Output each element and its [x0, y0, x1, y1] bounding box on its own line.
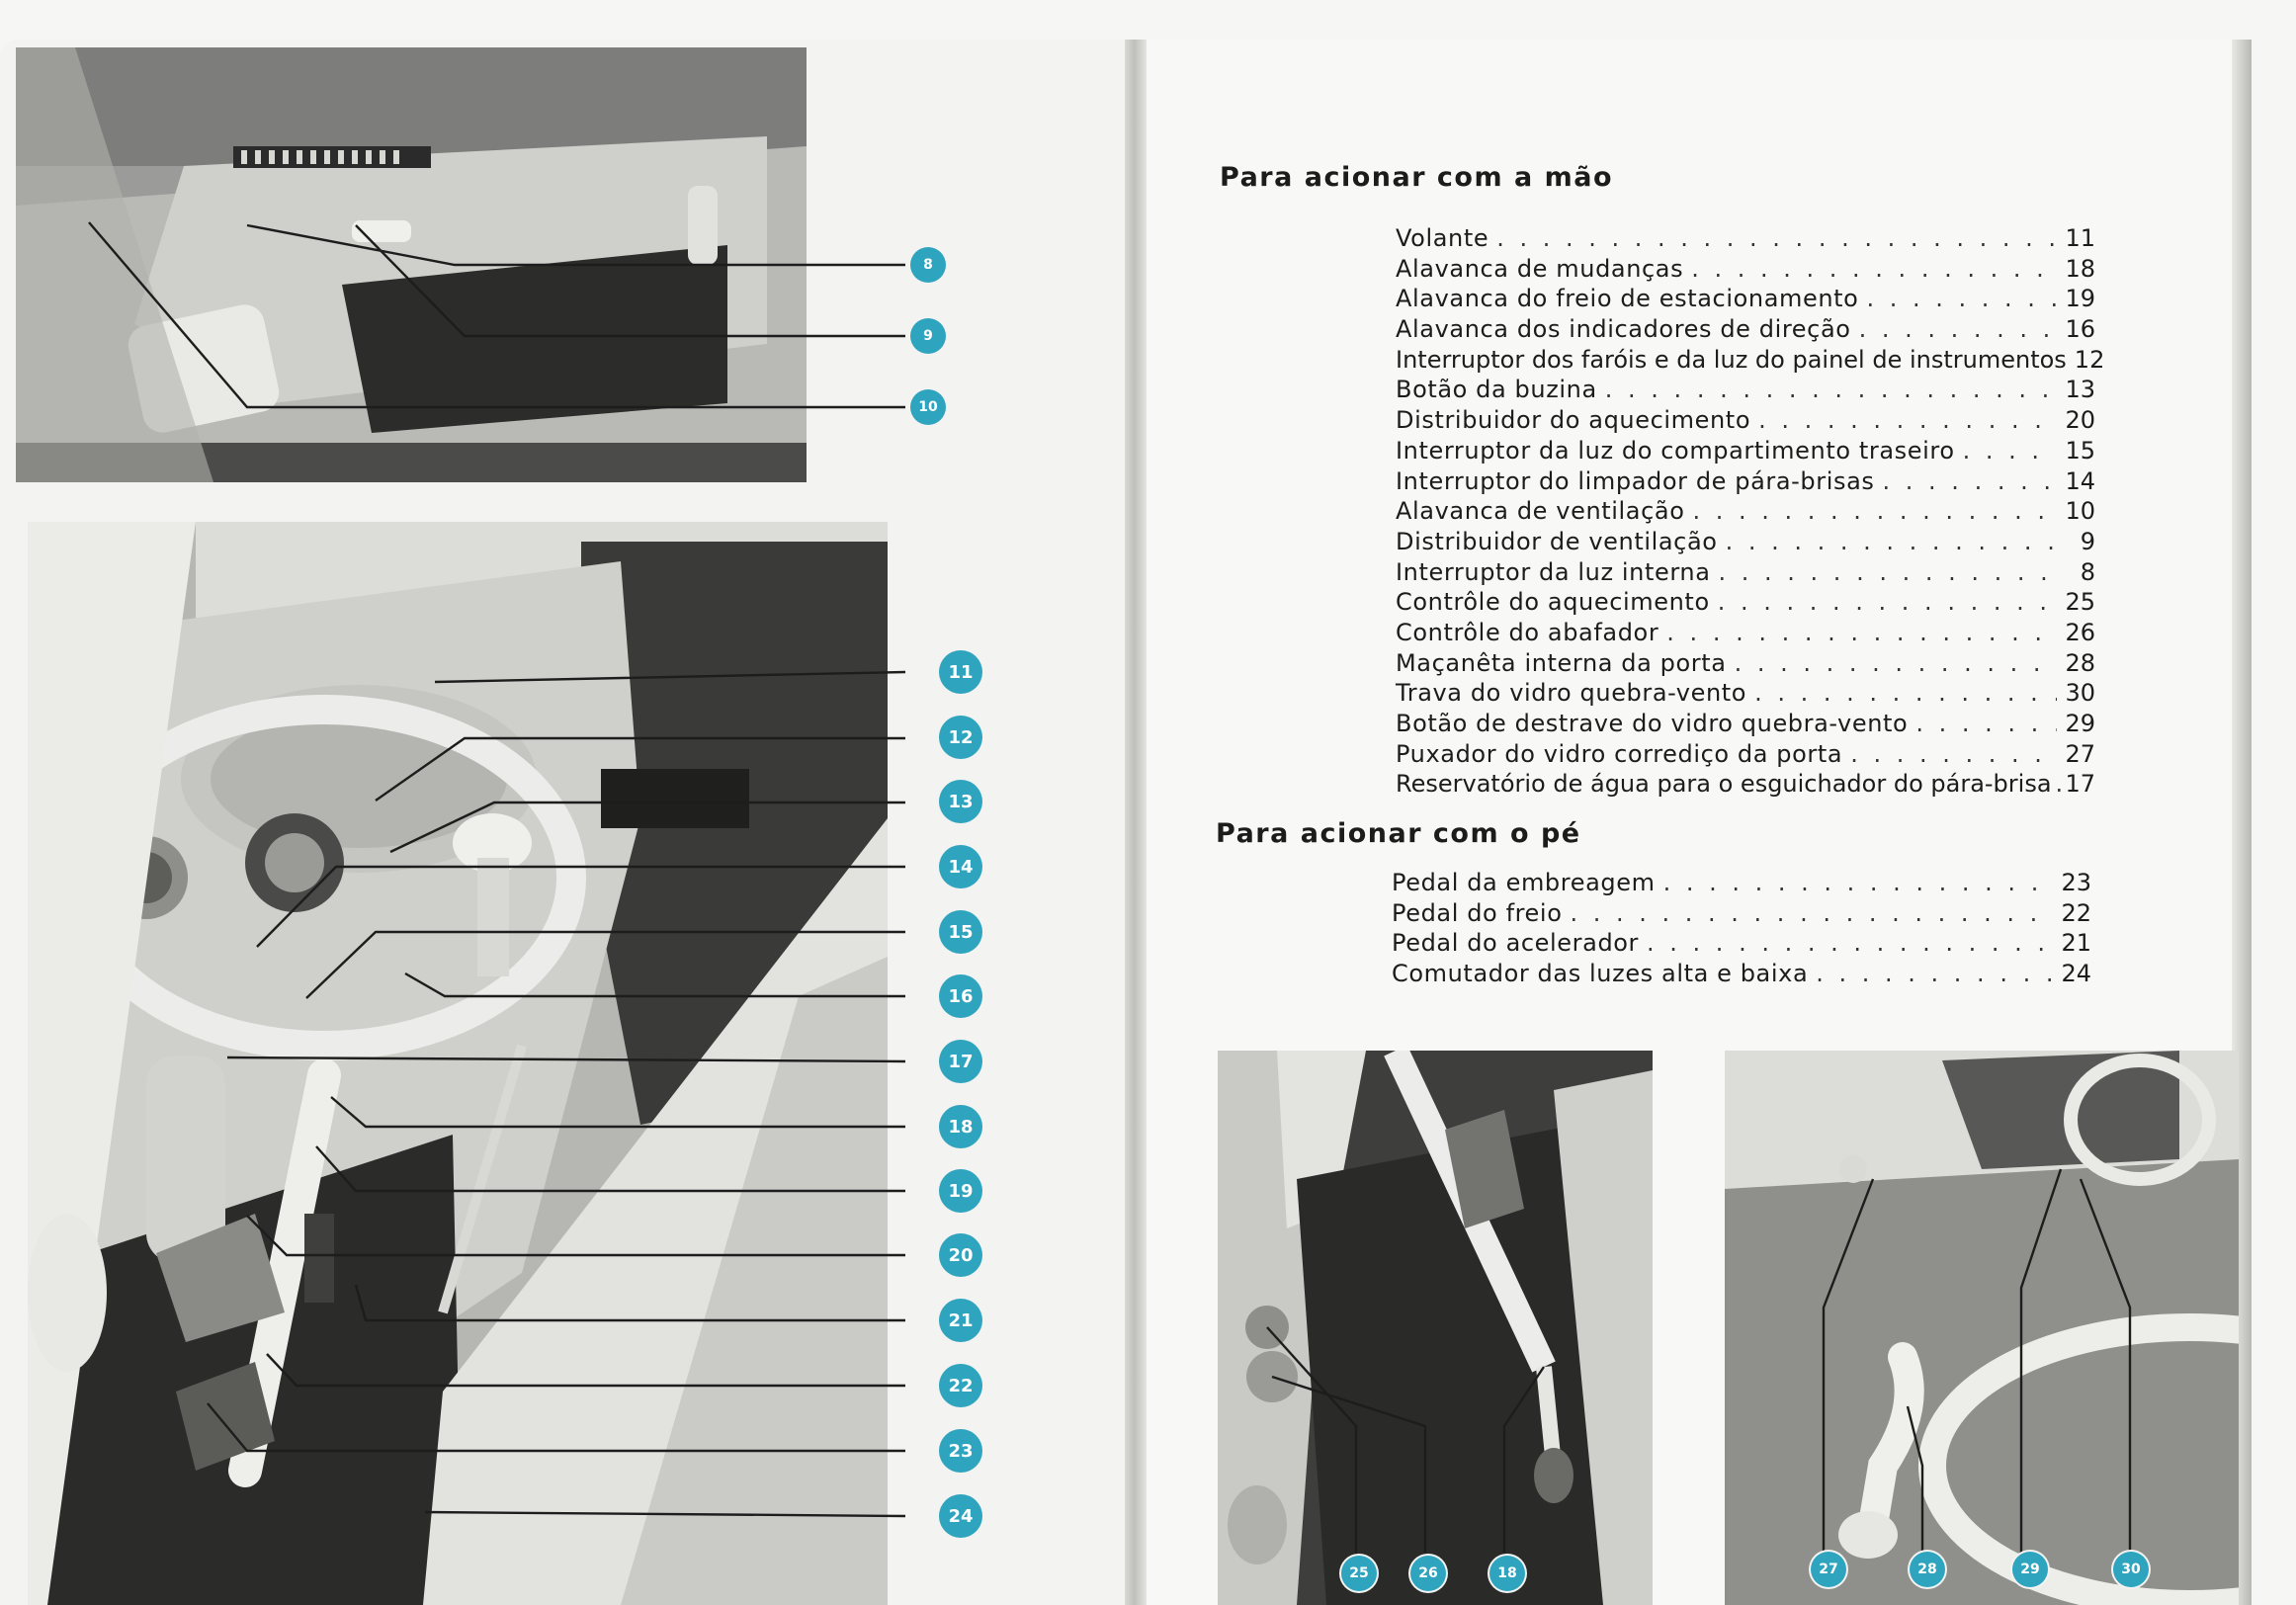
toc-leader — [1726, 528, 2058, 555]
toc-item-label: Alavanca de ventilação — [1396, 497, 1685, 526]
toc-item-page: 28 — [2065, 648, 2095, 677]
toc-item-page: 11 — [2065, 224, 2095, 252]
callout-badge: 17 — [939, 1040, 982, 1083]
callout-badge: 16 — [939, 974, 982, 1018]
toc-item — [1396, 740, 2095, 771]
toc-leader — [1691, 255, 2057, 283]
toc-leader — [1754, 679, 2057, 707]
photo-door-panel — [1725, 1051, 2239, 1605]
toc-item-label: Pedal do acelerador — [1392, 929, 1640, 958]
callout-badge: 10 — [910, 389, 946, 425]
toc-item — [1396, 224, 2095, 255]
toc-item-page: 14 — [2065, 466, 2095, 495]
toc-item-label: Contrôle do abafador — [1396, 618, 1659, 646]
callout-badge: 28 — [1910, 1552, 1945, 1587]
callout-badge: 8 — [910, 247, 946, 283]
section-heading-foot: Para acionar com o pé — [1216, 818, 1581, 849]
toc-item-page: 30 — [2065, 679, 2095, 708]
toc-item — [1392, 929, 2091, 960]
callout-badge: 30 — [2113, 1552, 2149, 1587]
toc-item-page: 27 — [2065, 739, 2095, 768]
toc-leader — [1693, 497, 2058, 525]
toc-item-label: Alavanca do freio de estacionamento — [1396, 285, 1859, 313]
toc-leader — [1866, 285, 2057, 312]
toc-item-page: 23 — [2061, 869, 2091, 896]
toc-item — [1396, 345, 2105, 377]
toc-item-label: Pedal do freio — [1392, 898, 1563, 927]
toc-item-label: Volante — [1396, 224, 1489, 252]
callout-badge: 18 — [1489, 1556, 1525, 1591]
section-heading-hand: Para acionar com a mão — [1220, 162, 1614, 193]
toc-item-label: Pedal da embreagem — [1392, 869, 1656, 896]
toc-item-label: Interruptor do limpador de pára-brisas — [1396, 466, 1875, 495]
toc-leader — [1850, 740, 2057, 768]
toc-item — [1396, 406, 2095, 437]
callout-badge: 18 — [939, 1105, 982, 1148]
callout-badge: 19 — [939, 1169, 982, 1213]
toc-leader — [1735, 649, 2058, 677]
toc-item-page: 10 — [2065, 497, 2095, 526]
toc-item-label: Alavanca dos indicadores de direção — [1396, 315, 1851, 344]
toc-item-label: Interruptor da luz do compartimento traseiro — [1396, 436, 1955, 465]
toc-item-page: 20 — [2065, 406, 2095, 435]
toc-item — [1392, 899, 2091, 930]
toc-hand — [1396, 224, 2105, 801]
toc-item-label: Puxador do vidro corrediço da porta — [1396, 739, 1843, 768]
toc-item-page: 9 — [2080, 527, 2095, 555]
toc-leader — [1570, 899, 2053, 927]
toc-item — [1396, 649, 2095, 680]
toc-item — [1396, 770, 2095, 801]
toc-item — [1396, 588, 2095, 619]
toc-item-label: Interruptor dos faróis e da luz do painel de instrumentos — [1396, 345, 2067, 374]
toc-item-page: 21 — [2061, 929, 2091, 958]
toc-item-label: Comutador das luzes alta e baixa — [1392, 960, 1809, 988]
toc-item — [1396, 315, 2095, 346]
toc-item-page: 22 — [2061, 898, 2091, 927]
toc-item-page: 12 — [2074, 345, 2105, 374]
toc-item — [1396, 558, 2095, 589]
toc-item — [1396, 437, 2095, 467]
toc-item — [1396, 619, 2095, 649]
toc-item-page: 13 — [2065, 376, 2095, 404]
toc-item-label: Distribuidor do aquecimento — [1396, 406, 1751, 435]
callout-badge: 13 — [939, 780, 982, 823]
toc-item-page: 17 — [2065, 770, 2095, 799]
toc-item-page: 15 — [2065, 436, 2095, 465]
toc-item-label: Alavanca de mudanças — [1396, 254, 1684, 283]
toc-item-page: 16 — [2065, 315, 2095, 344]
callout-badge: 29 — [2012, 1552, 2048, 1587]
photo-floor-pedals — [1218, 1051, 1653, 1605]
toc-leader — [1719, 558, 2058, 586]
toc-item — [1396, 679, 2095, 710]
toc-leader — [1605, 376, 2058, 403]
toc-item-label: Trava do vidro quebra-vento — [1396, 679, 1747, 708]
toc-item-label: Reservatório de água para o esguichador do pára-brisa — [1396, 770, 2052, 799]
toc-leader — [1647, 929, 2053, 957]
toc-item-page: 25 — [2065, 588, 2095, 617]
toc-leader — [1496, 224, 2057, 252]
toc-item — [1396, 467, 2095, 498]
callout-badge: 12 — [939, 716, 982, 759]
toc-leader — [2056, 770, 2062, 798]
toc-foot — [1392, 869, 2091, 990]
toc-item — [1396, 710, 2095, 740]
toc-item — [1396, 497, 2095, 528]
callout-badge: 15 — [939, 910, 982, 954]
callout-badge: 25 — [1341, 1556, 1377, 1591]
toc-item-page: 24 — [2061, 960, 2091, 988]
toc-item-page: 29 — [2065, 710, 2095, 737]
callout-badge: 14 — [939, 845, 982, 888]
toc-item-page: 18 — [2065, 254, 2095, 283]
toc-leader — [1666, 619, 2057, 646]
toc-leader — [1718, 588, 2058, 616]
toc-item-page: 19 — [2065, 285, 2095, 313]
callout-badge: 9 — [910, 318, 946, 354]
toc-item-label: Distribuidor de ventilação — [1396, 527, 1718, 555]
toc-leader — [1816, 960, 2053, 987]
toc-item — [1396, 528, 2095, 558]
toc-item-label: Botão da buzina — [1396, 376, 1597, 404]
callout-badge: 27 — [1811, 1552, 1846, 1587]
callout-badge: 24 — [939, 1494, 982, 1538]
callout-badge: 11 — [939, 650, 982, 694]
toc-leader — [1663, 869, 2054, 896]
toc-item — [1396, 376, 2095, 406]
toc-item — [1392, 869, 2091, 899]
toc-item-label: Contrôle do aquecimento — [1396, 588, 1710, 617]
toc-item-page: 26 — [2065, 618, 2095, 646]
callout-badge: 21 — [939, 1299, 982, 1342]
toc-item — [1392, 960, 2091, 990]
toc-leader — [1963, 437, 2058, 465]
toc-item-label: Interruptor da luz interna — [1396, 557, 1711, 586]
callout-badge: 23 — [939, 1429, 982, 1473]
toc-leader — [1883, 467, 2058, 495]
toc-item-page: 8 — [2080, 557, 2095, 586]
callout-badge: 22 — [939, 1364, 982, 1407]
toc-leader — [1859, 315, 2058, 343]
toc-leader — [1915, 710, 2057, 737]
toc-item — [1396, 285, 2095, 315]
toc-leader — [1758, 406, 2057, 434]
toc-item — [1396, 255, 2095, 286]
toc-item-label: Maçanêta interna da porta — [1396, 648, 1727, 677]
callout-badge: 20 — [939, 1233, 982, 1277]
toc-item-label: Botão de destrave do vidro quebra-vento — [1396, 710, 1909, 737]
callout-badge: 26 — [1410, 1556, 1446, 1591]
